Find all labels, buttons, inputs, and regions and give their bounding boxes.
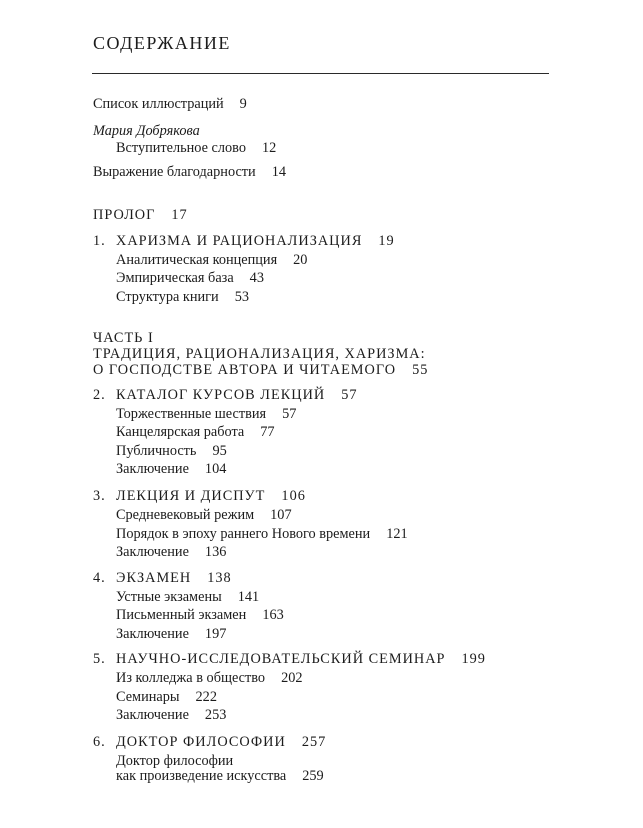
chapter-number: 5.	[93, 651, 106, 667]
toc-chapter-1[interactable]	[93, 233, 395, 250]
toc-entry-illustrations[interactable]	[93, 96, 247, 113]
entry-page: 53	[234, 289, 249, 305]
chapter-page: 57	[341, 387, 358, 403]
toc-entry-foreword[interactable]	[116, 140, 276, 157]
chapter-title: НАУЧНО-ИССЛЕДОВАТЕЛЬСКИЙ СЕМИНАР	[116, 651, 446, 667]
chapter-title: ХАРИЗМА И РАЦИОНАЛИЗАЦИЯ	[116, 233, 363, 249]
toc-subentry[interactable]	[116, 626, 226, 643]
toc-chapter-6[interactable]	[93, 734, 326, 751]
heading-rule	[92, 73, 549, 74]
entry-label: Письменный экзамен	[116, 607, 247, 623]
entry-page: 253	[204, 707, 227, 723]
toc-subentry[interactable]	[116, 424, 275, 441]
toc-part-title-line2[interactable]	[93, 362, 428, 379]
entry-label: Порядок в эпоху раннего Нового времени	[116, 526, 371, 542]
entry-label: Из колледжа в общество	[116, 670, 266, 686]
entry-label: Средневековый режим	[116, 507, 255, 523]
toc-subentry[interactable]	[116, 289, 249, 306]
entry-page: 141	[237, 589, 260, 605]
entry-label: Канцелярская работа	[116, 424, 245, 440]
entry-page: 202	[281, 670, 303, 686]
entry-page: 259	[302, 768, 324, 784]
chapter-number: 1.	[93, 233, 106, 249]
toc-subentry[interactable]	[116, 526, 408, 543]
entry-label: Устные экзамены	[116, 589, 222, 605]
entry-page: 20	[293, 252, 308, 268]
toc-entry-prologue[interactable]	[93, 207, 188, 224]
toc-subentry[interactable]	[116, 507, 292, 524]
toc-subentry[interactable]	[116, 406, 296, 423]
toc-author: Мария Добрякова	[93, 123, 200, 139]
entry-page: 12	[261, 140, 277, 156]
entry-label: Заключение	[116, 626, 189, 642]
toc-subentry[interactable]	[116, 670, 303, 687]
chapter-number: 2.	[93, 387, 106, 403]
part-title: О ГОСПОДСТВЕ АВТОРА И ЧИТАЕМОГО	[93, 362, 397, 378]
entry-page: 57	[282, 406, 297, 422]
toc-heading: СОДЕРЖАНИЕ	[93, 33, 231, 53]
chapter-page: 106	[281, 488, 306, 504]
entry-page: 104	[204, 461, 227, 477]
entry-label: Эмпирическая база	[116, 270, 234, 286]
toc-chapter-5[interactable]	[93, 651, 486, 668]
entry-page: 136	[204, 544, 227, 560]
entry-label: Семинары	[116, 689, 180, 705]
entry-label: как произведение искусства	[116, 768, 287, 784]
entry-page: 14	[271, 164, 287, 180]
entry-label: Заключение	[116, 544, 189, 560]
toc-subentry[interactable]	[116, 270, 264, 287]
chapter-title: КАТАЛОГ КУРСОВ ЛЕКЦИЙ	[116, 387, 326, 403]
entry-label: Список иллюстраций	[93, 96, 224, 112]
chapter-title: ДОКТОР ФИЛОСОФИИ	[116, 734, 286, 750]
entry-page: 43	[249, 270, 264, 286]
chapter-number: 6.	[93, 734, 106, 750]
toc-chapter-2[interactable]	[93, 387, 358, 404]
chapter-page: 19	[378, 233, 395, 249]
toc-subentry[interactable]	[116, 461, 226, 478]
chapter-title: ЛЕКЦИЯ И ДИСПУТ	[116, 488, 266, 504]
part-page: 55	[412, 362, 429, 378]
chapter-title: ЭКЗАМЕН	[116, 570, 192, 586]
chapter-page: 199	[461, 651, 486, 667]
chapter-page: 257	[301, 734, 327, 750]
entry-label: ПРОЛОГ	[93, 207, 156, 223]
entry-page: 9	[239, 96, 247, 112]
entry-page: 107	[270, 507, 292, 523]
toc-chapter-4[interactable]	[93, 570, 232, 587]
entry-label: Публичность	[116, 443, 197, 459]
entry-page: 222	[195, 689, 217, 705]
entry-label: Заключение	[116, 461, 189, 477]
toc-subentry[interactable]	[116, 707, 226, 724]
toc-part-title-line1: ТРАДИЦИЯ, РАЦИОНАЛИЗАЦИЯ, ХАРИЗМА:	[93, 346, 426, 362]
chapter-number: 3.	[93, 488, 106, 504]
toc-subentry[interactable]	[116, 589, 259, 606]
entry-label: Выражение благодарности	[93, 164, 256, 180]
chapter-number: 4.	[93, 570, 106, 586]
toc-subentry[interactable]	[116, 252, 307, 269]
toc-part-label: ЧАСТЬ I	[93, 330, 154, 346]
entry-label: Торжественные шествия	[116, 406, 267, 422]
toc-subentry[interactable]	[116, 689, 217, 706]
entry-page: 197	[204, 626, 227, 642]
entry-label: Заключение	[116, 707, 189, 723]
entry-label: Вступительное слово	[116, 140, 246, 156]
toc-subentry[interactable]	[116, 607, 284, 624]
entry-page: 77	[260, 424, 275, 440]
toc-subentry-line1: Доктор философии	[116, 753, 234, 769]
entry-page: 95	[212, 443, 227, 459]
toc-subentry[interactable]	[116, 768, 324, 785]
entry-page: 121	[386, 526, 408, 542]
entry-page: 163	[262, 607, 284, 623]
toc-subentry[interactable]	[116, 544, 226, 561]
toc-entry-acknowledgements[interactable]	[93, 164, 286, 181]
chapter-page: 138	[207, 570, 232, 586]
entry-label: Структура книги	[116, 289, 219, 305]
toc-subentry[interactable]	[116, 443, 227, 460]
toc-chapter-3[interactable]	[93, 488, 306, 505]
entry-label: Аналитическая концепция	[116, 252, 278, 268]
entry-page: 17	[171, 207, 188, 223]
